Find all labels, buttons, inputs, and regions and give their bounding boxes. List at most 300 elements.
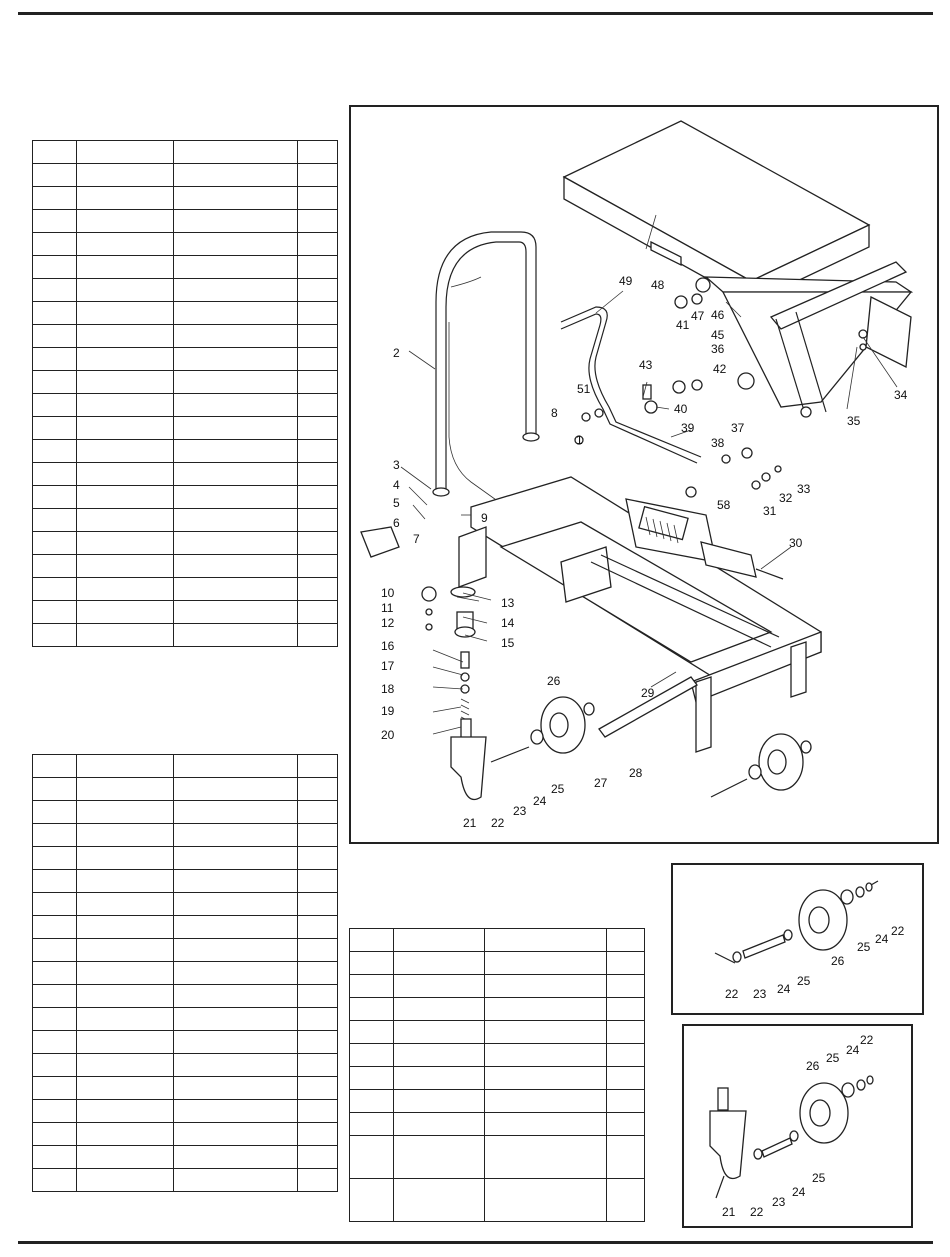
- table-cell: [33, 1146, 77, 1169]
- table-cell: [33, 1123, 77, 1146]
- table-cell: [77, 1100, 174, 1123]
- table-cell: [33, 985, 77, 1008]
- table-cell: [298, 256, 338, 279]
- table-row: [33, 893, 338, 916]
- table-row: [350, 1090, 645, 1113]
- table-cell: [298, 939, 338, 962]
- table-row: [33, 1146, 338, 1169]
- table-cell: [485, 952, 607, 975]
- table-cell: [77, 394, 174, 417]
- table-row: [350, 1021, 645, 1044]
- table-cell: [174, 985, 298, 1008]
- callout-label: 46: [711, 308, 725, 322]
- callout-label: 18: [381, 682, 395, 696]
- detail-rear-wheel: [673, 865, 922, 1013]
- table-cell: [77, 555, 174, 578]
- table-cell: [77, 985, 174, 1008]
- table-cell: [33, 532, 77, 555]
- callout-label: 2: [393, 346, 400, 360]
- table-cell: [298, 302, 338, 325]
- table-cell: [33, 870, 77, 893]
- table-cell: [350, 1136, 394, 1179]
- deck-platform: [564, 121, 869, 303]
- table-cell: [174, 279, 298, 302]
- callout-label: 19: [381, 704, 395, 718]
- callout-label: 12: [381, 616, 395, 630]
- table-row: [33, 939, 338, 962]
- callout-label: 21: [463, 816, 477, 830]
- table-cell: [350, 1090, 394, 1113]
- table-cell: [77, 486, 174, 509]
- parts-table-small: [349, 928, 645, 1222]
- table-row: [33, 187, 338, 210]
- exploded-diagram-panel: [349, 105, 939, 844]
- table-cell: [350, 1179, 394, 1222]
- table-cell: [298, 1146, 338, 1169]
- table-cell: [298, 325, 338, 348]
- table-cell: [77, 801, 174, 824]
- callout-label: 41: [676, 318, 690, 332]
- table-row: [33, 279, 338, 302]
- table-cell: [174, 1077, 298, 1100]
- exploded-diagram: [351, 107, 937, 842]
- table-cell: [33, 233, 77, 256]
- table-row: [33, 440, 338, 463]
- table-row: [33, 962, 338, 985]
- table-row: [33, 302, 338, 325]
- table-cell: [394, 975, 485, 998]
- table-cell: [174, 801, 298, 824]
- table-cell: [607, 998, 645, 1021]
- table-cell: [174, 210, 298, 233]
- table-cell: [298, 463, 338, 486]
- table-cell: [33, 279, 77, 302]
- table-cell: [174, 555, 298, 578]
- callout-label: 13: [501, 596, 515, 610]
- table-cell: [607, 1067, 645, 1090]
- table-cell: [33, 302, 77, 325]
- table-cell: [33, 394, 77, 417]
- table-cell: [33, 847, 77, 870]
- table-cell: [33, 824, 77, 847]
- callout-label: 22: [891, 924, 905, 938]
- table-cell: [33, 371, 77, 394]
- table-cell: [298, 778, 338, 801]
- table-cell: [33, 778, 77, 801]
- callout-label: 22: [491, 816, 505, 830]
- wheel-front: [491, 697, 594, 762]
- table-cell: [77, 302, 174, 325]
- callout-label: 45: [711, 328, 725, 342]
- callout-label: 51: [577, 382, 591, 396]
- table-cell: [174, 256, 298, 279]
- table-row: [33, 1100, 338, 1123]
- table-cell: [298, 916, 338, 939]
- callout-label: 49: [619, 274, 633, 288]
- table-cell: [33, 417, 77, 440]
- table-cell: [298, 371, 338, 394]
- callout-label: 31: [763, 504, 777, 518]
- callout-label: 42: [713, 362, 727, 376]
- table-cell: [174, 1031, 298, 1054]
- table-cell: [394, 1136, 485, 1179]
- table-cell: [485, 1179, 607, 1222]
- table-cell: [33, 1054, 77, 1077]
- table-cell: [298, 187, 338, 210]
- table-cell: [77, 141, 174, 164]
- table-cell: [394, 1044, 485, 1067]
- table-cell: [174, 916, 298, 939]
- table-cell: [350, 952, 394, 975]
- table-row: [350, 975, 645, 998]
- bottom-rule: [18, 1241, 933, 1244]
- table-row: [33, 210, 338, 233]
- table-row: [33, 824, 338, 847]
- table-cell: [174, 778, 298, 801]
- table-cell: [33, 939, 77, 962]
- table-cell: [298, 532, 338, 555]
- table-cell: [33, 962, 77, 985]
- table-row: [33, 463, 338, 486]
- table-cell: [174, 755, 298, 778]
- table-cell: [298, 962, 338, 985]
- table-cell: [174, 893, 298, 916]
- table-cell: [298, 440, 338, 463]
- table-cell: [77, 624, 174, 647]
- table-cell: [607, 1090, 645, 1113]
- table-row: [33, 486, 338, 509]
- table-cell: [298, 601, 338, 624]
- table-cell: [485, 929, 607, 952]
- table-cell: [607, 1179, 645, 1222]
- table-row: [350, 998, 645, 1021]
- table-cell: [33, 801, 77, 824]
- table-cell: [33, 1077, 77, 1100]
- table-cell: [174, 394, 298, 417]
- table-cell: [298, 164, 338, 187]
- table-row: [350, 929, 645, 952]
- table-cell: [607, 1021, 645, 1044]
- table-cell: [77, 210, 174, 233]
- table-row: [33, 509, 338, 532]
- callout-label: 37: [731, 421, 745, 435]
- wheel-rear: [711, 734, 811, 797]
- table-cell: [174, 601, 298, 624]
- callout-label: 26: [806, 1059, 820, 1073]
- detail-panel-caster-wheel: [682, 1024, 913, 1228]
- table-cell: [298, 985, 338, 1008]
- table-row: [350, 1113, 645, 1136]
- table-cell: [298, 1031, 338, 1054]
- table-cell: [174, 233, 298, 256]
- table-cell: [298, 279, 338, 302]
- table-cell: [298, 755, 338, 778]
- table-cell: [394, 952, 485, 975]
- table-cell: [394, 929, 485, 952]
- table-cell: [174, 486, 298, 509]
- detail-panel-rear-wheel: [671, 863, 924, 1015]
- table-row: [33, 755, 338, 778]
- callout-label: 25: [797, 974, 811, 988]
- table-cell: [174, 325, 298, 348]
- table-cell: [298, 1077, 338, 1100]
- table-cell: [607, 952, 645, 975]
- callout-label: 24: [777, 982, 791, 996]
- callout-label: 4: [393, 478, 400, 492]
- table-cell: [298, 1008, 338, 1031]
- table-cell: [77, 578, 174, 601]
- table-cell: [33, 916, 77, 939]
- table-cell: [33, 755, 77, 778]
- table-row: [33, 1077, 338, 1100]
- table-cell: [33, 893, 77, 916]
- table-cell: [174, 1054, 298, 1077]
- table-cell: [394, 1113, 485, 1136]
- table-cell: [485, 1136, 607, 1179]
- table-cell: [174, 509, 298, 532]
- callout-label: 25: [551, 782, 565, 796]
- callout-label: 15: [501, 636, 515, 650]
- table-cell: [33, 486, 77, 509]
- table-row: [33, 847, 338, 870]
- callout-label: 21: [722, 1205, 736, 1219]
- table-row: [350, 1044, 645, 1067]
- table-cell: [394, 1021, 485, 1044]
- table-cell: [77, 1146, 174, 1169]
- table-cell: [77, 371, 174, 394]
- table-cell: [77, 870, 174, 893]
- table-cell: [33, 440, 77, 463]
- table-cell: [77, 778, 174, 801]
- callout-label: 24: [792, 1185, 806, 1199]
- callout-label: 38: [711, 436, 725, 450]
- table-cell: [298, 870, 338, 893]
- table-cell: [298, 1169, 338, 1192]
- table-cell: [77, 893, 174, 916]
- table-row: [33, 394, 338, 417]
- table-cell: [174, 1169, 298, 1192]
- table-cell: [174, 440, 298, 463]
- table-cell: [33, 555, 77, 578]
- table-cell: [350, 1021, 394, 1044]
- table-cell: [174, 187, 298, 210]
- table-cell: [607, 1136, 645, 1179]
- table-cell: [174, 578, 298, 601]
- table-cell: [77, 916, 174, 939]
- callout-label: 29: [641, 686, 655, 700]
- callout-label: 43: [639, 358, 653, 372]
- scissor-arms: [696, 262, 911, 417]
- table-cell: [77, 1123, 174, 1146]
- callout-label: 9: [481, 511, 488, 525]
- callout-label: 1: [576, 433, 583, 447]
- table-cell: [298, 801, 338, 824]
- table-cell: [298, 417, 338, 440]
- table-row: [33, 325, 338, 348]
- table-cell: [33, 164, 77, 187]
- table-row: [33, 417, 338, 440]
- table-cell: [174, 1100, 298, 1123]
- table-row: [33, 348, 338, 371]
- table-cell: [33, 463, 77, 486]
- callout-label: 17: [381, 659, 395, 673]
- table-cell: [350, 998, 394, 1021]
- table-cell: [350, 1067, 394, 1090]
- table-cell: [77, 256, 174, 279]
- table-cell: [33, 624, 77, 647]
- table-cell: [394, 998, 485, 1021]
- table-cell: [350, 929, 394, 952]
- table-cell: [607, 929, 645, 952]
- table-cell: [298, 555, 338, 578]
- table-row: [33, 578, 338, 601]
- table-cell: [77, 417, 174, 440]
- table-cell: [174, 624, 298, 647]
- table-cell: [33, 1169, 77, 1192]
- table-cell: [77, 325, 174, 348]
- callout-label: 25: [812, 1171, 826, 1185]
- table-cell: [485, 1021, 607, 1044]
- table-cell: [298, 847, 338, 870]
- table-cell: [174, 939, 298, 962]
- parts-table-top: [32, 140, 338, 647]
- table-cell: [77, 1031, 174, 1054]
- table-cell: [607, 1044, 645, 1067]
- table-cell: [174, 962, 298, 985]
- table-row: [33, 778, 338, 801]
- callout-label: 34: [894, 388, 908, 402]
- parts-table-bottom: [32, 754, 338, 1192]
- table-cell: [33, 210, 77, 233]
- table-cell: [77, 601, 174, 624]
- callout-label: 26: [831, 954, 845, 968]
- table-cell: [394, 1090, 485, 1113]
- table-row: [33, 1054, 338, 1077]
- callout-label: 40: [674, 402, 688, 416]
- table-cell: [77, 1169, 174, 1192]
- table-cell: [485, 998, 607, 1021]
- table-row: [350, 1179, 645, 1222]
- table-cell: [77, 463, 174, 486]
- table-cell: [350, 1113, 394, 1136]
- table-row: [350, 1067, 645, 1090]
- callout-label: 23: [753, 987, 767, 1001]
- table-cell: [394, 1067, 485, 1090]
- caster-assembly: [361, 527, 486, 800]
- table-cell: [33, 1008, 77, 1031]
- table-cell: [394, 1179, 485, 1222]
- table-cell: [174, 1123, 298, 1146]
- table-row: [33, 371, 338, 394]
- callout-label: 6: [393, 516, 400, 530]
- table-cell: [77, 939, 174, 962]
- callout-label: 5: [393, 496, 400, 510]
- table-cell: [298, 210, 338, 233]
- callout-label: 24: [846, 1043, 860, 1057]
- table-cell: [298, 1054, 338, 1077]
- callout-label: 3: [393, 458, 400, 472]
- callout-label: 28: [629, 766, 643, 780]
- table-row: [33, 1008, 338, 1031]
- table-cell: [33, 601, 77, 624]
- table-cell: [607, 1113, 645, 1136]
- table-row: [33, 916, 338, 939]
- table-cell: [485, 1113, 607, 1136]
- callout-label: 32: [779, 491, 793, 505]
- table-cell: [607, 975, 645, 998]
- table-cell: [174, 141, 298, 164]
- table-cell: [174, 371, 298, 394]
- table-row: [33, 985, 338, 1008]
- callout-label: 11: [381, 601, 394, 615]
- table-cell: [77, 1008, 174, 1031]
- callout-label: 39: [681, 421, 695, 435]
- callout-label: 30: [789, 536, 803, 550]
- table-cell: [298, 824, 338, 847]
- callout-label: 35: [847, 414, 861, 428]
- table-cell: [174, 463, 298, 486]
- table-cell: [77, 962, 174, 985]
- table-cell: [174, 847, 298, 870]
- callout-label: 22: [860, 1033, 874, 1047]
- callout-label: 23: [513, 804, 527, 818]
- table-cell: [298, 141, 338, 164]
- table-cell: [298, 233, 338, 256]
- table-cell: [350, 975, 394, 998]
- table-row: [33, 141, 338, 164]
- table-row: [33, 801, 338, 824]
- table-row: [33, 256, 338, 279]
- table-cell: [33, 1100, 77, 1123]
- table-cell: [33, 509, 77, 532]
- table-row: [33, 1169, 338, 1192]
- table-cell: [298, 624, 338, 647]
- table-row: [33, 624, 338, 647]
- callout-label: 23: [772, 1195, 786, 1209]
- table-cell: [485, 975, 607, 998]
- callout-label: 10: [381, 586, 395, 600]
- table-cell: [77, 187, 174, 210]
- callout-label: 16: [381, 639, 395, 653]
- table-cell: [77, 279, 174, 302]
- table-row: [33, 1031, 338, 1054]
- callout-label: 33: [797, 482, 811, 496]
- table-cell: [77, 824, 174, 847]
- callout-label: 27: [594, 776, 608, 790]
- table-cell: [77, 164, 174, 187]
- table-cell: [174, 164, 298, 187]
- table-cell: [485, 1067, 607, 1090]
- table-cell: [174, 417, 298, 440]
- callout-label: 58: [717, 498, 731, 512]
- callout-label: 8: [551, 406, 558, 420]
- table-cell: [485, 1090, 607, 1113]
- callout-label: 22: [750, 1205, 764, 1219]
- callout-label: 48: [651, 278, 665, 292]
- detail-caster-wheel: [684, 1026, 911, 1226]
- table-cell: [33, 325, 77, 348]
- table-row: [33, 164, 338, 187]
- table-row: [33, 532, 338, 555]
- table-cell: [174, 1008, 298, 1031]
- table-cell: [174, 824, 298, 847]
- table-cell: [77, 847, 174, 870]
- handle-frame: [433, 232, 539, 507]
- table-cell: [33, 141, 77, 164]
- table-cell: [298, 486, 338, 509]
- callout-label: 24: [875, 932, 889, 946]
- table-cell: [298, 1100, 338, 1123]
